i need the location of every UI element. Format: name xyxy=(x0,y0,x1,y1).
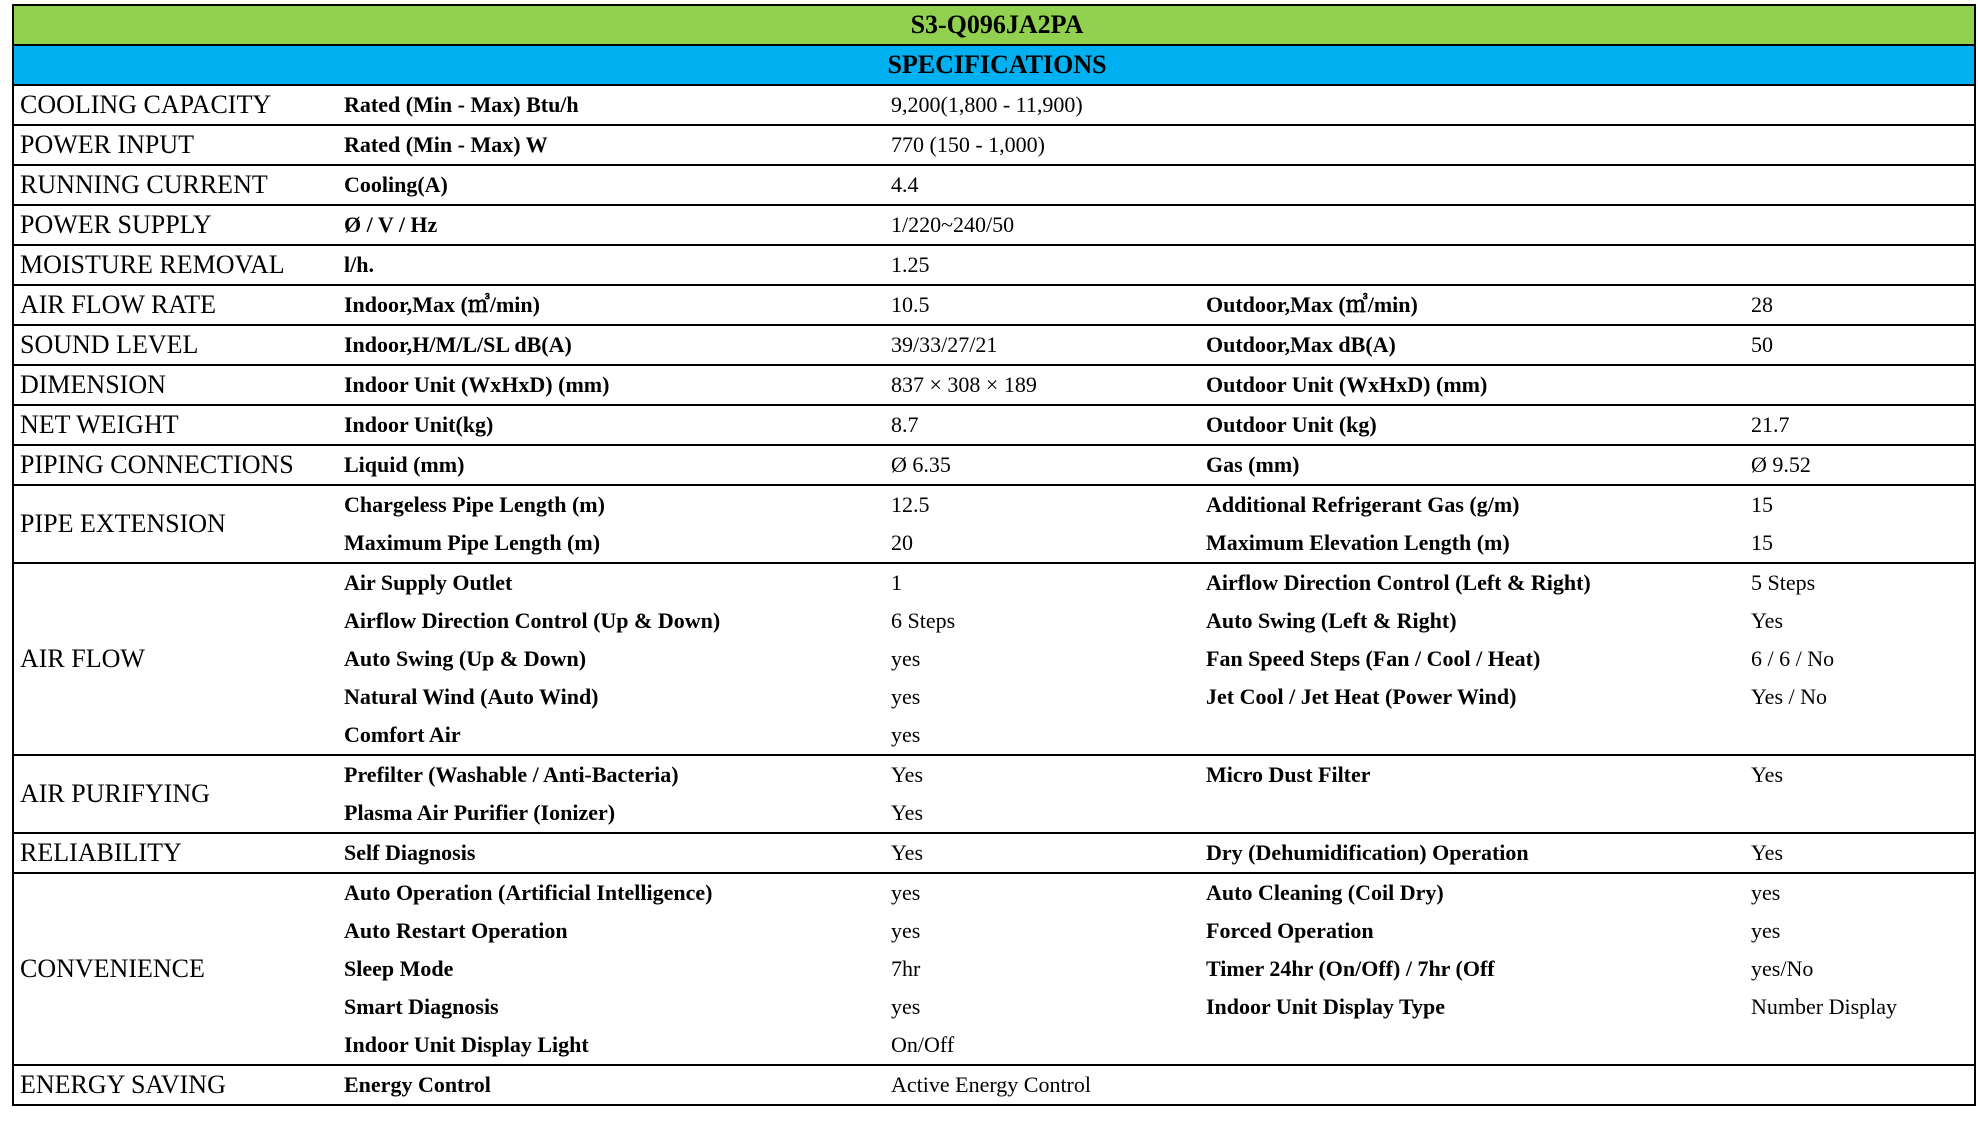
spec-label: Comfort Air xyxy=(338,716,885,755)
spec-label-secondary xyxy=(1200,1065,1745,1105)
spec-label: Maximum Pipe Length (m) xyxy=(338,524,885,563)
spec-row xyxy=(13,365,1975,405)
spec-row xyxy=(13,285,1975,325)
spec-label: Indoor,H/M/L/SL dB(A) xyxy=(338,325,885,365)
spec-value: 770 (150 - 1,000) xyxy=(885,125,1200,165)
spec-category: COOLING CAPACITY xyxy=(13,85,338,125)
spec-label: Air Supply Outlet xyxy=(338,563,885,602)
spec-label: Auto Swing (Up & Down) xyxy=(344,646,587,671)
spec-value-secondary xyxy=(1745,245,1975,285)
spec-value: yes xyxy=(885,873,1200,912)
spec-value: 837 × 308 × 189 xyxy=(885,365,1200,405)
spec-value-secondary: 21.7 xyxy=(1745,405,1975,445)
spec-category: PIPING CONNECTIONS xyxy=(13,445,338,485)
spec-value: 1/220~240/50 xyxy=(885,205,1200,245)
spec-value-secondary: Yes / No xyxy=(1745,678,1975,716)
spec-value: 1 xyxy=(885,563,1200,602)
spec-row xyxy=(13,445,1975,485)
spec-label-secondary: Outdoor Unit (kg) xyxy=(1200,405,1745,445)
spec-category: PIPE EXTENSION xyxy=(13,485,338,563)
spec-label-secondary xyxy=(1200,205,1745,245)
spec-label: Indoor Unit (WxHxD) (mm) xyxy=(338,365,885,405)
section-header-row xyxy=(13,45,1975,85)
spec-label-secondary xyxy=(1200,125,1745,165)
model-title: S3-Q096JA2PA xyxy=(13,5,1975,45)
spec-category: AIR FLOW RATE xyxy=(13,285,338,325)
section-title: SPECIFICATIONS xyxy=(13,45,1975,85)
spec-row xyxy=(13,485,1975,524)
spec-label: Airflow Direction Control (Up & Down) xyxy=(344,608,721,633)
spec-value-secondary xyxy=(1745,365,1975,405)
spec-value: On/Off xyxy=(885,1026,1200,1065)
spec-value: 8.7 xyxy=(885,405,1200,445)
spec-value-secondary: 28 xyxy=(1745,285,1975,325)
spec-value: Active Energy Control xyxy=(885,1065,1200,1105)
spec-label-secondary: Timer 24hr (On/Off) / 7hr (Off xyxy=(1206,956,1495,981)
spec-value: Yes xyxy=(885,794,1200,833)
spec-value: 12.5 xyxy=(885,485,1200,524)
spec-row xyxy=(13,755,1975,794)
spec-value: 1.25 xyxy=(885,245,1200,285)
spec-value-secondary xyxy=(1745,125,1975,165)
model-title-row xyxy=(13,5,1975,45)
spec-value: 4.4 xyxy=(885,165,1200,205)
spec-row xyxy=(13,85,1975,125)
spec-category: RELIABILITY xyxy=(13,833,338,873)
spec-value-secondary: yes xyxy=(1745,873,1975,912)
spec-label: Rated (Min - Max) W xyxy=(338,125,885,165)
spec-label-secondary xyxy=(1200,794,1745,833)
spec-row xyxy=(13,833,1975,873)
spec-label: l/h. xyxy=(338,245,885,285)
spec-label: Plasma Air Purifier (Ionizer) xyxy=(338,794,885,833)
spec-label-secondary xyxy=(1200,85,1745,125)
spec-value-secondary xyxy=(1745,205,1975,245)
spec-label-secondary: Auto Swing (Left & Right) xyxy=(1206,608,1457,633)
spec-category: POWER INPUT xyxy=(13,125,338,165)
spec-label-secondary xyxy=(1200,245,1745,285)
spec-label: Rated (Min - Max) Btu/h xyxy=(338,85,885,125)
spec-value-secondary: Number Display xyxy=(1745,988,1975,1026)
spec-category: RUNNING CURRENT xyxy=(13,165,338,205)
spec-value-secondary: yes/No xyxy=(1745,950,1975,988)
spec-label-secondary: Micro Dust Filter xyxy=(1200,755,1745,794)
spec-value-secondary: 6 / 6 / No xyxy=(1745,640,1975,678)
spec-label-secondary: Outdoor,Max dB(A) xyxy=(1200,325,1745,365)
spec-label: Prefilter (Washable / Anti-Bacteria) xyxy=(338,755,885,794)
spec-value-secondary xyxy=(1745,794,1975,833)
spec-value-secondary: Yes xyxy=(1745,602,1975,640)
spec-row xyxy=(13,1065,1975,1105)
spec-value-secondary: Yes xyxy=(1745,755,1975,794)
spec-row xyxy=(13,245,1975,285)
spec-value-secondary: Yes xyxy=(1745,833,1975,873)
spec-label-secondary: Additional Refrigerant Gas (g/m) xyxy=(1200,485,1745,524)
spec-value: 7hr xyxy=(891,956,921,981)
spec-category: DIMENSION xyxy=(13,365,338,405)
spec-label-secondary: Forced Operation xyxy=(1206,918,1374,943)
spec-label-secondary xyxy=(1200,165,1745,205)
spec-value: 6 Steps xyxy=(891,608,956,633)
spec-value-secondary: Ø 9.52 xyxy=(1745,445,1975,485)
spec-label: Energy Control xyxy=(338,1065,885,1105)
spec-value-secondary: 5 Steps xyxy=(1745,563,1975,602)
spec-row xyxy=(13,563,1975,602)
spec-label: Indoor,Max (㎥/min) xyxy=(338,285,885,325)
spec-label-secondary: Fan Speed Steps (Fan / Cool / Heat) xyxy=(1206,646,1541,671)
spec-label-secondary: Outdoor,Max (㎥/min) xyxy=(1200,285,1745,325)
spec-row xyxy=(13,125,1975,165)
spec-value-secondary xyxy=(1745,1026,1975,1065)
spec-value: 39/33/27/21 xyxy=(885,325,1200,365)
spec-category: NET WEIGHT xyxy=(13,405,338,445)
spec-value: Yes xyxy=(885,833,1200,873)
spec-value: 10.5 xyxy=(885,285,1200,325)
spec-value: Yes xyxy=(885,755,1200,794)
spec-label-secondary: Gas (mm) xyxy=(1200,445,1745,485)
spec-value: 9,200(1,800 - 11,900) xyxy=(885,85,1200,125)
spec-label-secondary: Airflow Direction Control (Left & Right) xyxy=(1200,563,1745,602)
spec-label-secondary xyxy=(1200,716,1745,755)
spec-label-secondary xyxy=(1200,1026,1745,1065)
spec-value: yes xyxy=(891,918,921,943)
spec-value-secondary xyxy=(1745,165,1975,205)
spec-label: Auto Operation (Artificial Intelligence) xyxy=(338,873,885,912)
spec-label: Sleep Mode xyxy=(344,956,454,981)
specifications-table xyxy=(12,4,1976,1106)
spec-value: yes xyxy=(891,684,921,709)
spec-label: Cooling(A) xyxy=(338,165,885,205)
spec-category: AIR FLOW xyxy=(13,563,338,755)
spec-value-secondary xyxy=(1745,716,1975,755)
spec-value: yes xyxy=(885,716,1200,755)
spec-row xyxy=(13,165,1975,205)
spec-label-secondary: Jet Cool / Jet Heat (Power Wind) xyxy=(1206,684,1517,709)
spec-row xyxy=(13,873,1975,912)
spec-label-secondary: Indoor Unit Display Type xyxy=(1206,994,1446,1019)
spec-value: Ø 6.35 xyxy=(885,445,1200,485)
spec-label: Smart Diagnosis xyxy=(344,994,499,1019)
spec-label: Indoor Unit Display Light xyxy=(338,1026,885,1065)
spec-label: Self Diagnosis xyxy=(338,833,885,873)
spec-category: MOISTURE REMOVAL xyxy=(13,245,338,285)
spec-label-secondary: Maximum Elevation Length (m) xyxy=(1200,524,1745,563)
spec-value-secondary: 15 xyxy=(1745,524,1975,563)
spec-value-secondary: yes xyxy=(1745,912,1975,950)
spec-label: Indoor Unit(kg) xyxy=(338,405,885,445)
spec-value: yes xyxy=(891,646,921,671)
spec-label: Auto Restart Operation xyxy=(344,918,568,943)
spec-label: Liquid (mm) xyxy=(338,445,885,485)
spec-label: Ø / V / Hz xyxy=(338,205,885,245)
spec-category: CONVENIENCE xyxy=(13,873,338,1065)
spec-row xyxy=(13,205,1975,245)
spec-value-secondary: 50 xyxy=(1745,325,1975,365)
spec-value: 20 xyxy=(885,524,1200,563)
spec-row xyxy=(13,405,1975,445)
spec-value-secondary xyxy=(1745,85,1975,125)
spec-label-secondary: Auto Cleaning (Coil Dry) xyxy=(1200,873,1745,912)
spec-category: ENERGY SAVING xyxy=(13,1065,338,1105)
spec-label: Natural Wind (Auto Wind) xyxy=(344,684,599,709)
spec-value: yes xyxy=(891,994,921,1019)
spec-label-secondary: Dry (Dehumidification) Operation xyxy=(1200,833,1745,873)
spec-value-secondary xyxy=(1745,1065,1975,1105)
spec-category: SOUND LEVEL xyxy=(13,325,338,365)
spec-value-secondary: 15 xyxy=(1745,485,1975,524)
spec-row xyxy=(13,325,1975,365)
spec-category: POWER SUPPLY xyxy=(13,205,338,245)
spec-label-secondary: Outdoor Unit (WxHxD) (mm) xyxy=(1200,365,1745,405)
spec-label: Chargeless Pipe Length (m) xyxy=(338,485,885,524)
spec-category: AIR PURIFYING xyxy=(13,755,338,833)
